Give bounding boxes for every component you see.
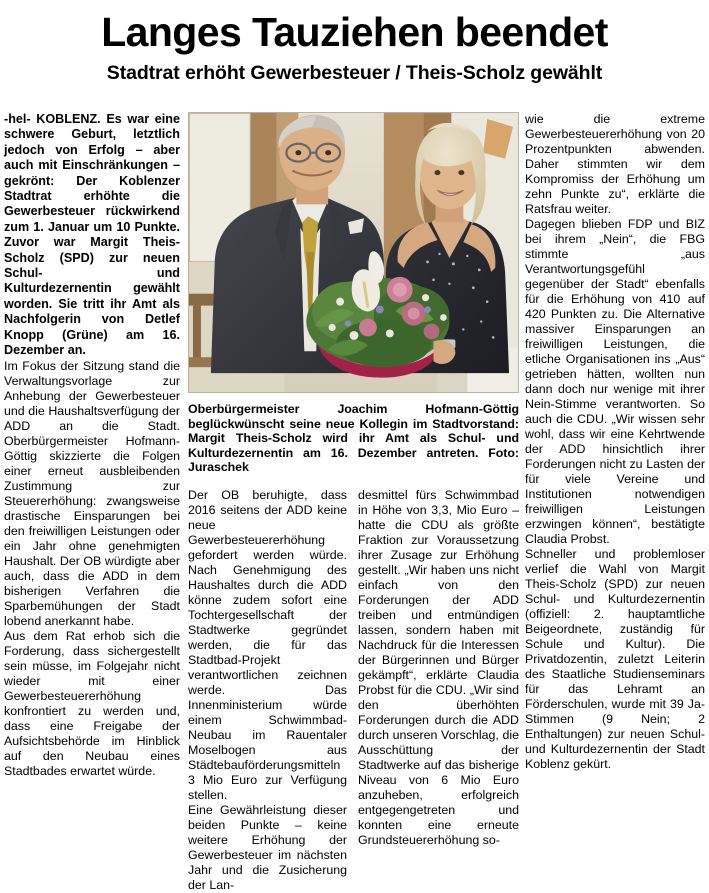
column4-paragraph-3: Schneller und problemloser verlief die Wahl von Margit Theis-Scholz (SPD) zur neuen Schul- und Kulturdezernentin (offiziell: 2. hauptamtliche Beigeordnete, zuständig für Schule und Kultur). Die Privatdozentin, zuletzt Leiterin des Staatliche Studienseminars für das Lehramt an Förderschulen, wurde mit 39 Ja-Stimmen (9 Nein; 2 Enthaltungen) zur neuen Schul- und Kulturdezernentin der Stadt Koblenz gekürt. xyxy=(525,547,705,771)
column-4 xyxy=(525,112,705,772)
photo-caption xyxy=(188,402,519,475)
column3-paragraph-1: desmittel fürs Schwimmbad in Höhe von 3,3, Mio Euro – hatte die CDU als größte Fraktion zur Voraussetzung ihrer Zusage zur Erhöhung gestellt. „Wir haben uns nicht einfach von den Forderungen der ADD treiben und entmündigen lassen, sondern haben mit Nachdruck für die Interessen der Bürgerinnen und Bürger gekämpft“, erklärte Claudia Probst für die CDU. „Wir sind den überhöhten Forderungen durch die ADD durch unseren Vorschlag, die Ausschüttung der Stadtwerke auf das bisherige Niveau von 6 Mio Euro anzuheben, erfolgreich entgegengetreten und konnten eine erneute Grundsteuererhöhung so- xyxy=(358,487,519,847)
column-1 xyxy=(4,112,180,779)
column1-paragraph-1: Im Fokus der Sitzung stand die Verwaltungsvorlage zur Anhebung der Gewerbesteuer und die Haushaltsverfügung der ADD an die Stadt. Oberbürgermeister Hofmann-Göttig skizzierte die Folgen einer erneut ausbleibenden Zustimmung zur Steuererhöhung: zwangsweise drastische Einsparungen bei den freiwilligen Leistungen oder ein Jahr ohne genehmigten Haushalt. Der OB würdigte aber auch, dass die ADD in dem bisherigen Verfahren die Sparbemühungen der Stadt lobend anerkannt habe. xyxy=(4,358,180,628)
column2-paragraph-1: Der OB beruhigte, dass 2016 seitens der ADD keine neue Gewerbesteuererhöhung gefordert werden würde. Nach Genehmigung des Haushaltes durch die ADD könne zudem sofort eine Tochtergesellschaft der Stadtwerke gegründet werden, die für das Stadtbad-Projekt verantwortlichen zeichnen werde. Das Innenministerium würde einem Schwimmbad-Neubau im Rauentaler Moselbogen aus Städtebauförderungsmitteln 3 Mio Euro zur Verfügung stellen. xyxy=(188,487,347,802)
column4-paragraph-2: Dagegen blieben FDP und BIZ bei ihrem „Nein“, die FBG stimmte „aus Verantwortungsgefühl gegenüber der Stadt“ ebenfalls für die Erhöhung von 410 auf 420 Punkten zu. Die Alternative massiver Einsparungen an freiwilligen Leistungen, die etliche Organisationen ins „Aus“ getrieben hätten, wollten nun dann doch nur wenige mit ihrer Nein-Stimme verantworten. So auch die CDU. „Wir wissen sehr wohl, dass wir eine Kehrtwende der ADD hinsichtlich ihrer Forderungen nicht zu Lasten der für viele Vereine und Institutionen notwendigen freiwilligen Leistungen erzwingen können“, bestätigte Claudia Probst. xyxy=(525,217,705,546)
lead-paragraph: -hel- KOBLENZ. Es war eine schwere Geburt, letztlich jedoch von Erfolg – aber auch mit Einschränkungen – gekrönt: Der Koblenzer Stadtrat erhöhte die Gewerbesteuer rückwirkend zum 1. Januar um 10 Punkte. Zuvor war Margit Theis-Scholz (SPD) zur neuen Schul- und Kulturdezernentin gewählt worden. Sie tritt ihr Amt als Nachfolgerin von Detlef Knopp (Grüne) am 16. Dezember an. xyxy=(4,112,180,358)
column-2 xyxy=(188,488,347,893)
photo-and-columns xyxy=(188,112,519,892)
photo-caption-text: Oberbürgermeister Joachim Hofmann-Göttig beglückwünscht seine neue Kollegin im Stadtvorstand: Margit Theis-Scholz wird ihr Amt als Schul- und Kulturdezernentin am 16. Dezember antreten. xyxy=(188,402,519,460)
page-subtitle: Stadtrat erhöht Gewerbesteuer / Theis-Scholz gewählt xyxy=(106,62,603,84)
column2-paragraph-2: Eine Gewährleistung dieser beiden Punkte – keine weitere Erhöhung der Gewerbesteuer im nächsten Jahr und die Zusicherung der Lan- xyxy=(188,802,347,892)
column1-paragraph-2: Aus dem Rat erhob sich die Forderung, dass sichergestellt sein müsse, im Folgejahr nicht wieder mit einer Gewerbesteuererhöhung konfrontiert zu werden und, dass eine Freigabe der Aufsichtsbehörde im Hinblick auf den Neubau eines Stadtbades erwartet würde. xyxy=(4,628,180,778)
column4-paragraph-1: wie die extreme Gewerbesteuererhöhung von 20 Prozentpunkten abwenden. Daher stimmten wir dem Kompromiss der Erhöhung um zehn Punkte zu“, erklärte die Ratsfrau weiter. xyxy=(525,112,705,216)
newspaper-page xyxy=(0,9,709,892)
photo-credit: Foto: Juraschek xyxy=(188,445,519,475)
photo-illustration xyxy=(189,113,518,392)
article-body xyxy=(4,112,705,892)
sub-columns xyxy=(188,487,519,892)
article-photo xyxy=(188,112,519,393)
page-title: Langes Tauziehen beendet xyxy=(101,9,608,55)
column-3 xyxy=(358,488,519,848)
